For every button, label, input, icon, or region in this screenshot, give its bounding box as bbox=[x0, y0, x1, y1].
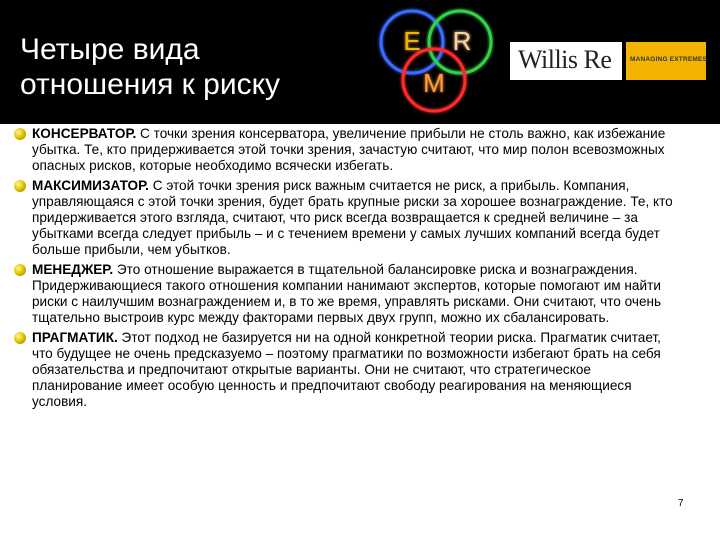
list-item-pragmatist bbox=[8, 330, 673, 410]
bullet-icon bbox=[14, 128, 26, 140]
item-text: С этой точки зрения риск важным считается не риск, а прибыль. Компания, управляющаяся с этой точки зрения, будет брать крупные риски за хорошее вознаграждение. Те, кто придерживается этого взгляда, считают, что риск всегда возвращается к средней величине – за убытками всегда следует прибыль – и с течением времени у самых лучших компаний всегда будет больше прибыли, чем убытков. bbox=[32, 178, 673, 257]
erm-rings-logo bbox=[368, 0, 504, 124]
willis-tagline: MANAGING EXTREMES bbox=[630, 56, 708, 63]
risk-attitudes-list bbox=[8, 126, 673, 414]
bullet-icon bbox=[14, 332, 26, 344]
logo-letter-m: M bbox=[423, 68, 445, 98]
item-term: МАКСИМИЗАТОР. bbox=[32, 178, 149, 193]
willis-wordmark-box bbox=[510, 42, 622, 80]
willis-tagline-bar bbox=[626, 42, 706, 80]
bullet-icon bbox=[14, 264, 26, 276]
list-item-manager bbox=[8, 262, 673, 326]
title-line-2: отношения к риску bbox=[20, 68, 281, 101]
item-text: С точки зрения консерватора, увеличение прибыли не столь важно, как избежание убытка. Те, кто придерживается этой точки зрения, зачастую считают, что мир полон всевозможных опасных рисков, которые необходимо всячески избегать. bbox=[32, 126, 666, 173]
list-item-conservator bbox=[8, 126, 673, 174]
item-term: МЕНЕДЖЕР. bbox=[32, 262, 114, 277]
bullet-icon bbox=[14, 180, 26, 192]
logo-letter-e: E bbox=[403, 26, 421, 56]
slide-header bbox=[0, 0, 720, 124]
list-item-maximizer bbox=[8, 178, 673, 258]
title-line-1: Четыре вида bbox=[20, 33, 200, 66]
item-text: Этот подход не базируется ни на одной конкретной теории риска. Прагматик считает, что будущее не очень предсказуемо – поэтому прагматики по возможности избегают брать на себя обязательства и предпочитают открытые варианты. Они не считают, что стратегическое планирование имеет особую ценность и предпочитают свободу реагирования на меняющиеся условия. bbox=[32, 330, 661, 409]
logo-letter-r: R bbox=[452, 26, 472, 56]
item-term: КОНСЕРВАТОР. bbox=[32, 126, 137, 141]
willis-re-logo bbox=[510, 42, 706, 80]
page-number: 7 bbox=[678, 498, 684, 509]
slide-title bbox=[20, 32, 280, 102]
item-term: ПРАГМАТИК. bbox=[32, 330, 118, 345]
willis-wordmark: Willis Re bbox=[518, 45, 612, 74]
item-text: Это отношение выражается в тщательной балансировке риска и вознаграждения. Придерживающиеся такого отношения компании нанимают экспертов, которые помогают им найти риски с наилучшим вознаграждением и, в то же время, управлять рисками. Они считают, что очень тщательно выстроив курс между факторами первых двух групп, можно их сбалансировать. bbox=[32, 262, 662, 325]
